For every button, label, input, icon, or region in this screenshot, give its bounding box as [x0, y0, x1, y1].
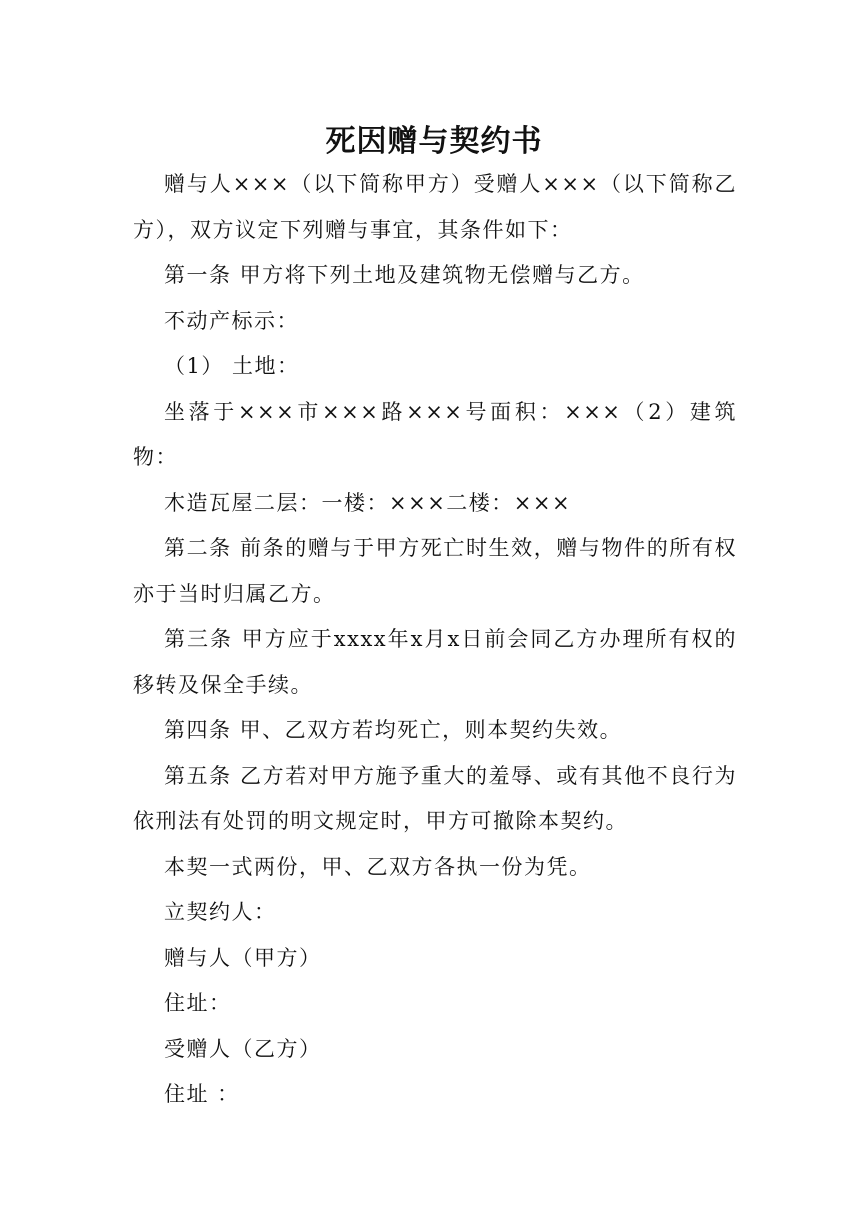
- paragraph-building: 木造瓦屋二层：一楼：×××二楼：×××: [164, 490, 572, 515]
- paragraph-article-2: 第二条 前条的赠与于甲方死亡时生效，赠与物件的所有权亦于当时归属乙方。: [133, 536, 737, 606]
- paragraph-article-1: 第一条 甲方将下列土地及建筑物无偿赠与乙方。: [164, 263, 645, 287]
- paragraph-location: 坐落于×××市×××路×××号面积：×××（2）建筑物：: [133, 399, 737, 469]
- paragraph-land: （1） 土地：: [164, 354, 300, 378]
- document-title: 死因赠与契约书: [325, 124, 543, 159]
- paragraph-copies: 本契一式两份，甲、乙双方各执一份为凭。: [164, 854, 592, 879]
- paragraph-donee-address: 住址 ：: [164, 1082, 240, 1106]
- paragraph-donee: 受赠人（乙方）: [164, 1036, 322, 1061]
- paragraph-article-5: 第五条 乙方若对甲方施予重大的羞辱、或有其他不良行为依刑法有处罚的明文规定时，甲方可撤除本契约。: [133, 763, 737, 833]
- paragraph-donor: 赠与人（甲方）: [164, 945, 322, 970]
- paragraph-property-heading: 不动产标示：: [164, 308, 299, 333]
- paragraph-article-4: 第四条 甲、乙双方若均死亡，则本契约失效。: [164, 718, 623, 742]
- paragraph-signatories: 立契约人：: [164, 900, 277, 924]
- document-body: [133, 162, 737, 1118]
- paragraph-donor-address: 住址：: [164, 991, 232, 1015]
- paragraph-article-3: 第三条 甲方应于xxxx年x月x日前会同乙方办理所有权的移转及保全手续。: [133, 627, 737, 697]
- paragraph-parties: 赠与人×××（以下简称甲方）受赠人×××（以下简称乙方），双方议定下列赠与事宜，其条件如下：: [133, 172, 737, 242]
